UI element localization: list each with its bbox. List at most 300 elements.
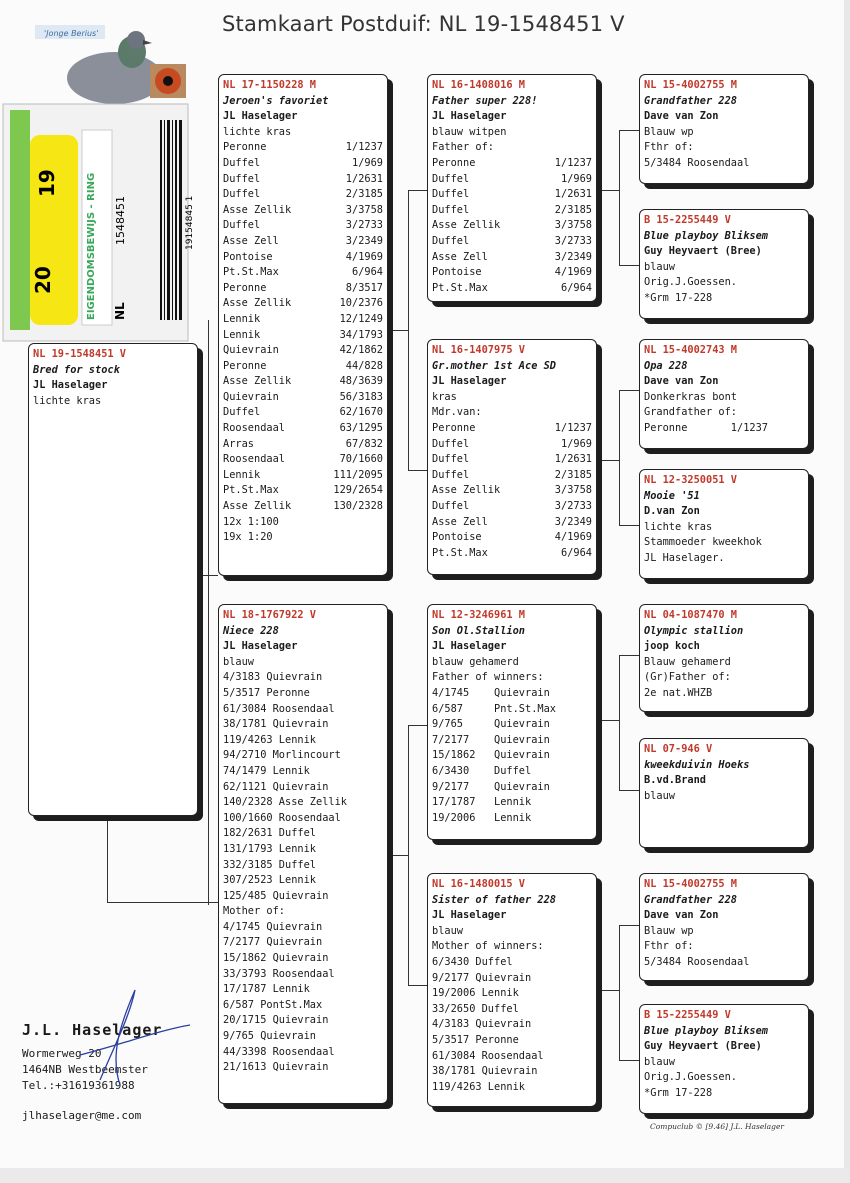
result-place: Duffel — [432, 234, 470, 247]
info-line: *Grm 17-228 — [644, 291, 713, 304]
result-value: 111/2095 — [333, 468, 383, 481]
result-row — [432, 748, 592, 764]
result-row — [223, 140, 383, 156]
result-value: 44/828 — [345, 359, 383, 372]
result-row — [432, 172, 592, 188]
result-row — [432, 203, 592, 219]
result-row — [223, 359, 383, 375]
pigeon-name: Blue playboy Bliksem — [644, 1024, 768, 1037]
info-line: blauw witpen — [432, 125, 507, 138]
page-title: Stamkaart Postduif: NL 19-1548451 V — [222, 12, 625, 36]
result-place: Pt.St.Max — [432, 546, 488, 559]
result-place: Peronne — [223, 141, 267, 154]
info-line: Donkerkras bont — [644, 390, 737, 403]
connector — [619, 655, 620, 790]
result-place: Lennik — [223, 468, 261, 481]
result-place: Quievrain — [494, 780, 550, 793]
info-line: 140/2328 Asse Zellik — [223, 796, 347, 809]
owner-name: JL Haselager — [432, 640, 507, 653]
pigeon-name: Niece 228 — [223, 624, 279, 637]
info-line: 94/2710 Morlincourt — [223, 749, 341, 762]
result-row — [432, 764, 592, 780]
result-place: Pt.St.Max — [432, 281, 488, 294]
result-row — [223, 452, 383, 468]
connector — [597, 460, 619, 461]
connector — [619, 265, 639, 266]
result-value: 1/2631 — [554, 188, 592, 201]
result-value: 6/3430 — [432, 764, 470, 777]
result-row — [223, 172, 383, 188]
result-place: Quievrain — [223, 344, 279, 357]
result-value: 6/587 — [432, 702, 463, 715]
connector — [619, 130, 639, 131]
result-place: Duffel — [432, 468, 470, 481]
ring-code: NL — [113, 302, 127, 320]
result-row — [223, 421, 383, 437]
info-line: lichte kras — [644, 520, 713, 533]
result-value: 34/1793 — [339, 328, 383, 341]
result-row — [432, 421, 592, 437]
result-place: Pt.St.Max — [223, 266, 279, 279]
result-place: Pnt.St.Max — [494, 702, 556, 715]
info-line: 119/4263 Lennik — [223, 733, 316, 746]
pigeon-name: Olympic stallion — [644, 624, 744, 637]
pigeon-name: Grandfather 228 — [644, 893, 737, 906]
result-row — [432, 717, 592, 733]
scan-edge — [0, 1168, 850, 1183]
result-row — [223, 312, 383, 328]
ring-year-a: 20 — [31, 266, 55, 294]
result-place: Duffel — [432, 188, 470, 201]
result-place: Quievrain — [494, 718, 550, 731]
result-value: 2/3185 — [554, 203, 592, 216]
result-row — [432, 780, 592, 796]
info-line: 4/3183 Quievrain — [223, 671, 323, 684]
result-place: Roosendaal — [223, 453, 285, 466]
result-value: 1/1237 — [345, 141, 383, 154]
owner-name: B.vd.Brand — [644, 774, 706, 787]
pigeon-name: Mooie '51 — [644, 489, 700, 502]
connector — [107, 810, 108, 902]
result-value: 12/1249 — [339, 312, 383, 325]
breeder-address-line: Wormerweg 20 — [22, 1047, 102, 1060]
result-row — [223, 374, 383, 390]
result-value: 48/3639 — [339, 375, 383, 388]
result-value: 3/2349 — [345, 234, 383, 247]
info-line: 4/3183 Quievrain — [432, 1018, 532, 1031]
connector — [619, 390, 620, 525]
great-grandparent-card — [639, 1004, 809, 1114]
result-place: Peronne — [223, 281, 267, 294]
result-row — [223, 218, 383, 234]
info-line: Orig.J.Goessen. — [644, 1071, 737, 1084]
ring-number-header: B 15-2255449 V — [644, 1009, 731, 1021]
connector — [597, 990, 619, 991]
great-grandparent-card — [639, 873, 809, 981]
ring-number-header: NL 17-1150228 M — [223, 79, 316, 91]
paternal-grandmother-card — [427, 339, 597, 575]
info-line: 61/3084 Roosendaal — [432, 1049, 544, 1062]
result-value: 4/1969 — [345, 250, 383, 263]
ring-barcode-number: 19154845 1 — [185, 195, 195, 250]
connector — [619, 790, 639, 791]
info-line: 61/3084 Roosendaal — [223, 702, 335, 715]
result-row — [223, 187, 383, 203]
info-line: Fthr of: — [644, 940, 694, 953]
mother-card — [218, 604, 388, 1104]
result-value: 3/2349 — [554, 515, 592, 528]
result-place: Lennik — [223, 312, 261, 325]
owner-name: joop koch — [644, 640, 700, 653]
owner-name: Guy Heyvaert (Bree) — [644, 1040, 762, 1053]
result-place: Lennik — [223, 328, 261, 341]
result-place: Pontoise — [223, 250, 273, 263]
info-line: blauw — [644, 260, 675, 273]
result-value: 67/832 — [345, 437, 383, 450]
results-list — [223, 140, 383, 514]
paternal-grandfather-card — [427, 74, 597, 302]
info-line: blauw — [223, 655, 254, 668]
result-value: 1/2631 — [345, 172, 383, 185]
subject-card — [28, 343, 198, 816]
info-line: blauw gehamerd — [432, 655, 519, 668]
result-place: Pt.St.Max — [223, 484, 279, 497]
pigeon-name: Blue playboy Bliksem — [644, 229, 768, 242]
result-place: Duffel — [432, 437, 470, 450]
info-line: 5/3517 Peronne — [432, 1033, 519, 1046]
connector — [408, 725, 428, 726]
result-value: 1/1237 — [554, 421, 592, 434]
result-place: Pontoise — [432, 266, 482, 279]
info-line: 15/1862 Quievrain — [223, 952, 329, 965]
results-list — [432, 421, 592, 561]
result-place: Duffel — [223, 406, 261, 419]
result-row — [223, 468, 383, 484]
result-value: 130/2328 — [333, 500, 383, 513]
result-row — [432, 218, 592, 234]
ring-number-header: NL 16-1407975 V — [432, 344, 525, 356]
info-line: 33/3793 Roosendaal — [223, 967, 335, 980]
owner-name: JL Haselager — [432, 375, 507, 388]
result-row — [432, 499, 592, 515]
result-value: 3/3758 — [345, 203, 383, 216]
info-line: 6/587 PontSt.Max — [223, 998, 323, 1011]
result-value: 1/969 — [561, 172, 592, 185]
connector — [408, 190, 409, 470]
ring-number-header: NL 18-1767922 V — [223, 609, 316, 621]
owner-name: JL Haselager — [432, 110, 507, 123]
result-value: 2/3185 — [345, 188, 383, 201]
info-line: 38/1781 Quievrain — [223, 718, 329, 731]
great-grandparent-card — [639, 209, 809, 319]
info-line: 17/1787 Lennik — [223, 983, 310, 996]
info-line: 5/3484 Roosendaal — [644, 156, 750, 169]
info-line: 33/2650 Duffel — [432, 1002, 519, 1015]
results-list — [432, 156, 592, 296]
great-grandparent-card — [639, 738, 809, 848]
info-line: 9/765 Quievrain — [223, 1030, 316, 1043]
ring-number-header: NL 07-946 V — [644, 743, 713, 755]
result-place: Peronne — [432, 156, 476, 169]
owner-name: JL Haselager — [223, 640, 298, 653]
result-place: Duffel — [223, 172, 261, 185]
connector — [408, 470, 428, 471]
ring-text: EIGENDOMSBEWIJS - RING — [86, 172, 97, 320]
ring-number-header: NL 16-1408016 M — [432, 79, 525, 91]
ring-number-header: NL 19-1548451 V — [33, 348, 126, 360]
maternal-grandfather-card — [427, 604, 597, 840]
info-line: 19/2006 Lennik — [432, 987, 519, 1000]
info-line: (Gr)Father of: — [644, 671, 731, 684]
result-value: 7/2177 — [432, 733, 470, 746]
connector — [619, 655, 639, 656]
info-line: 100/1660 Roosendaal — [223, 811, 341, 824]
connector — [597, 720, 619, 721]
result-value: 42/1862 — [339, 344, 383, 357]
pigeon-ring-image — [0, 0, 215, 345]
breeder-name: J.L. Haselager — [22, 1021, 163, 1039]
ring-number-header: NL 15-4002743 M — [644, 344, 737, 356]
info-line: 6/3430 Duffel — [432, 955, 513, 968]
result-place: Roosendaal — [223, 422, 285, 435]
result-value: 62/1670 — [339, 406, 383, 419]
info-line: Grandfather of: — [644, 406, 737, 419]
result-value: 63/1295 — [339, 422, 383, 435]
breeder-address-line: 1464NB Westbeemster — [22, 1063, 148, 1076]
info-line: 2e nat.WHZB — [644, 686, 713, 699]
result-value: 9/765 — [432, 718, 463, 731]
result-value: 3/2733 — [345, 219, 383, 232]
info-line: 19x 1:20 — [223, 531, 273, 544]
connector — [619, 925, 639, 926]
result-place: Duffel — [223, 219, 261, 232]
pigeon-name: Gr.mother 1st Ace SD — [432, 359, 556, 372]
result-value: 1/2631 — [554, 453, 592, 466]
result-place: Asse Zellik — [223, 297, 292, 310]
result-place: Arras — [223, 437, 254, 450]
result-value: 15/1862 — [432, 749, 476, 762]
info-lines — [432, 924, 592, 1096]
info-line: *Grm 17-228 — [644, 1086, 713, 1099]
pigeon-name: Father super 228! — [432, 94, 538, 107]
info-line: 12x 1:100 — [223, 515, 279, 528]
result-row — [223, 437, 383, 453]
info-line: Father of winners: — [432, 671, 544, 684]
great-grandparent-card — [639, 604, 809, 712]
result-row — [223, 499, 383, 515]
result-place: Pontoise — [432, 531, 482, 544]
connector — [619, 1060, 639, 1061]
result-row — [432, 515, 592, 531]
info-line: 44/3398 Roosendaal — [223, 1045, 335, 1058]
signature-icon — [60, 985, 200, 1095]
ring-year-b: 19 — [35, 169, 59, 197]
info-line: 125/485 Quievrain — [223, 889, 329, 902]
result-row — [432, 452, 592, 468]
result-value: 8/3517 — [345, 281, 383, 294]
result-row — [432, 187, 592, 203]
pigeon-name: kweekduivin Hoeks — [644, 758, 750, 771]
result-value: 4/1969 — [554, 266, 592, 279]
connector — [408, 190, 428, 191]
info-line: 38/1781 Quievrain — [432, 1065, 538, 1078]
ring-label-photo — [0, 0, 215, 345]
info-line: Blauw wp — [644, 924, 694, 937]
result-value: 6/964 — [352, 266, 383, 279]
result-row — [432, 811, 592, 827]
connector — [408, 985, 428, 986]
ring-number-header: NL 04-1087470 M — [644, 609, 737, 621]
result-row — [223, 483, 383, 499]
software-footer: Compuclub © [9.46] J.L. Haselager — [650, 1122, 784, 1131]
info-line: Blauw gehamerd — [644, 655, 731, 668]
result-place: Duffel — [494, 764, 532, 777]
result-row — [432, 468, 592, 484]
pigeon-name: Opa 228 — [644, 359, 688, 372]
connector — [619, 525, 639, 526]
result-place: Asse Zellik — [223, 203, 292, 216]
result-value: 2/3185 — [554, 468, 592, 481]
owner-name: JL Haselager — [223, 110, 298, 123]
info-line: 62/1121 Quievrain — [223, 780, 329, 793]
result-row — [432, 265, 592, 281]
result-value: 1/1237 — [554, 156, 592, 169]
result-row — [223, 390, 383, 406]
result-row — [223, 156, 383, 172]
info-line: Mother of winners: — [432, 940, 544, 953]
ring-number-header: NL 15-4002755 M — [644, 79, 737, 91]
info-line: JL Haselager. — [644, 551, 725, 564]
info-line: Mdr.van: — [432, 406, 482, 419]
result-place: Duffel — [432, 203, 470, 216]
info-line: Father of: — [432, 141, 494, 154]
result-place: Peronne — [223, 359, 267, 372]
result-row — [223, 296, 383, 312]
info-line: 182/2631 Duffel — [223, 827, 316, 840]
info-line: lichte kras — [223, 125, 292, 138]
info-lines — [223, 655, 383, 1076]
result-place: Asse Zell — [223, 234, 279, 247]
result-value: 6/964 — [561, 546, 592, 559]
owner-name: Dave van Zon — [644, 110, 719, 123]
info-line: 332/3185 Duffel — [223, 858, 316, 871]
owner-name: JL Haselager — [432, 909, 507, 922]
result-row — [223, 281, 383, 297]
info-line: Peronne 1/1237 — [644, 421, 768, 434]
scan-edge — [844, 0, 850, 1183]
result-place: Quievrain — [494, 733, 550, 746]
result-place: Peronne — [432, 421, 476, 434]
connector — [597, 190, 619, 191]
owner-name: Dave van Zon — [644, 375, 719, 388]
result-value: 1/969 — [352, 156, 383, 169]
result-row — [223, 328, 383, 344]
connector — [107, 902, 218, 903]
result-place: Quievrain — [223, 390, 279, 403]
result-row — [432, 437, 592, 453]
result-place: Duffel — [432, 453, 470, 466]
result-value: 56/3183 — [339, 390, 383, 403]
result-value: 4/1969 — [554, 531, 592, 544]
info-line: 307/2523 Lennik — [223, 874, 316, 887]
connector — [388, 330, 408, 331]
result-row — [223, 203, 383, 219]
info-line: 5/3517 Peronne — [223, 686, 310, 699]
info-line: 131/1793 Lennik — [223, 842, 316, 855]
result-row — [223, 405, 383, 421]
maternal-grandmother-card — [427, 873, 597, 1107]
result-place: Duffel — [432, 172, 470, 185]
result-row — [223, 343, 383, 359]
result-value: 19/2006 — [432, 811, 476, 824]
result-value: 3/2733 — [554, 234, 592, 247]
info-line: Orig.J.Goessen. — [644, 276, 737, 289]
result-row — [432, 795, 592, 811]
info-line: 4/1745 Quievrain — [223, 920, 323, 933]
owner-name: Guy Heyvaert (Bree) — [644, 245, 762, 258]
result-place: Lennik — [494, 796, 532, 809]
result-value: 3/3758 — [554, 219, 592, 232]
ring-number-header: NL 12-3250051 V — [644, 474, 737, 486]
pigeon-name: Jeroen's favoriet — [223, 94, 329, 107]
result-row — [432, 530, 592, 546]
pigeon-name: Son Ol.Stallion — [432, 624, 525, 637]
result-value: 3/2349 — [554, 250, 592, 263]
result-value: 10/2376 — [339, 297, 383, 310]
result-row — [432, 281, 592, 297]
great-grandparent-card — [639, 469, 809, 579]
great-grandparent-card — [639, 74, 809, 184]
result-value: 4/1745 — [432, 686, 470, 699]
connector — [619, 925, 620, 1060]
result-place: Duffel — [223, 188, 261, 201]
result-value: 3/2733 — [554, 499, 592, 512]
result-row — [432, 702, 592, 718]
info-line: 7/2177 Quievrain — [223, 936, 323, 949]
info-line: Stammoeder kweekhok — [644, 536, 762, 549]
connector — [388, 855, 408, 856]
connector — [619, 130, 620, 265]
ring-number-header: NL 15-4002755 M — [644, 878, 737, 890]
owner-name: JL Haselager — [33, 379, 108, 392]
result-place: Asse Zellik — [223, 500, 292, 513]
result-value: 17/1787 — [432, 796, 476, 809]
result-row — [432, 250, 592, 266]
info-line: kras — [432, 390, 457, 403]
result-row — [223, 234, 383, 250]
owner-name: D.van Zon — [644, 505, 700, 518]
result-value: 129/2654 — [333, 484, 383, 497]
result-place: Asse Zellik — [432, 484, 501, 497]
result-row — [223, 250, 383, 266]
great-grandparent-card — [639, 339, 809, 449]
ring-number-header: NL 12-3246961 M — [432, 609, 525, 621]
result-value: 3/3758 — [554, 484, 592, 497]
father-card — [218, 74, 388, 576]
info-line: 5/3484 Roosendaal — [644, 955, 750, 968]
ring-brand: 'Jonge Berius' — [44, 29, 99, 38]
info-line: 74/1479 Lennik — [223, 764, 310, 777]
pigeon-name: Sister of father 228 — [432, 893, 556, 906]
result-row — [223, 265, 383, 281]
ring-number-header: NL 16-1480015 V — [432, 878, 525, 890]
info-line: blauw — [644, 789, 675, 802]
result-place: Asse Zellik — [432, 219, 501, 232]
info-line: 119/4263 Lennik — [432, 1080, 525, 1093]
info-line: Fthr of: — [644, 141, 694, 154]
info-line: 20/1715 Quievrain — [223, 1014, 329, 1027]
result-value: 9/2177 — [432, 780, 470, 793]
